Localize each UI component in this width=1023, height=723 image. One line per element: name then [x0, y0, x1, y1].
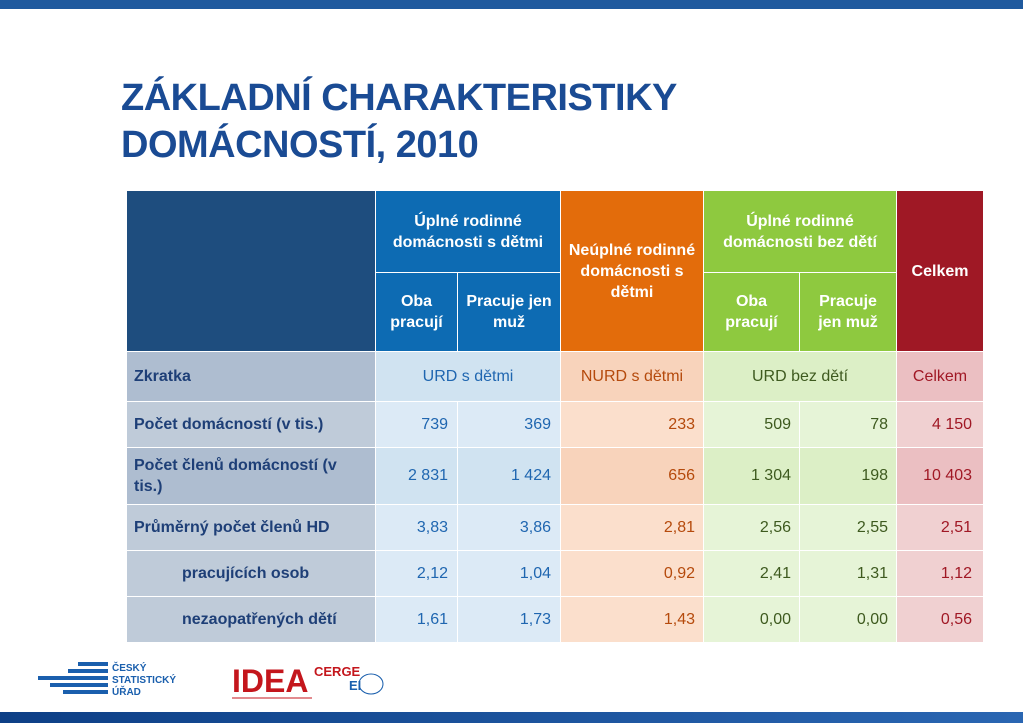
- cell-value: 0,56: [897, 597, 984, 643]
- cell-value: 2,81: [561, 505, 704, 551]
- cell-value: 3,83: [376, 505, 458, 551]
- header-both-work-2: Oba pracují: [704, 273, 800, 352]
- cell-value: 0,92: [561, 551, 704, 597]
- title-line-2: DOMÁCNOSTÍ, 2010: [121, 124, 479, 166]
- cell-value: 1 304: [704, 448, 800, 505]
- czso-text-3: ÚŘAD: [112, 687, 141, 698]
- header-incomplete-with-children: Neúplné rodinné domácnosti s dětmi: [561, 191, 704, 352]
- row-label: pracujících osob: [127, 551, 376, 597]
- page-title: [121, 75, 921, 169]
- top-bar: [0, 0, 1023, 9]
- cell-value: 4 150: [897, 402, 984, 448]
- header-total: Celkem: [897, 191, 984, 352]
- cell-value: 509: [704, 402, 800, 448]
- cell-value: 2,51: [897, 505, 984, 551]
- cell-value: 0,00: [704, 597, 800, 643]
- abbrev-label: Zkratka: [127, 352, 376, 402]
- cell-value: 1,61: [376, 597, 458, 643]
- row-label: nezaopatřených dětí: [127, 597, 376, 643]
- cell-value: 739: [376, 402, 458, 448]
- household-table: [126, 190, 984, 643]
- cell-value: 2,56: [704, 505, 800, 551]
- row-label: Počet členů domácností (v tis.): [127, 448, 376, 505]
- cell-value: 2 831: [376, 448, 458, 505]
- cell-value: 10 403: [897, 448, 984, 505]
- cell-value: 369: [458, 402, 561, 448]
- bottom-bar: [0, 712, 1023, 723]
- cell-value: 2,41: [704, 551, 800, 597]
- cell-value: 2,55: [800, 505, 897, 551]
- idea-text: IDEA: [232, 663, 309, 699]
- cell-value: 1,12: [897, 551, 984, 597]
- header-both-work: Oba pracují: [376, 273, 458, 352]
- title-line-1: ZÁKLADNÍ CHARAKTERISTIKY: [121, 77, 677, 119]
- czso-text-1: ČESKÝ: [112, 663, 147, 674]
- cell-value: 656: [561, 448, 704, 505]
- czso-text-2: STATISTICKÝ: [112, 675, 177, 686]
- abbrev-nurd-children: NURD s dětmi: [561, 352, 704, 402]
- globe-icon: [359, 674, 383, 694]
- header-only-husband-2: Pracuje jen muž: [800, 273, 897, 352]
- cell-value: 0,00: [800, 597, 897, 643]
- cell-value: 1,31: [800, 551, 897, 597]
- cell-value: 2,12: [376, 551, 458, 597]
- header-full-with-children: Úplné rodinné domácnosti s dětmi: [376, 191, 561, 273]
- row-label: Průměrný počet členů HD: [127, 505, 376, 551]
- cell-value: 1,04: [458, 551, 561, 597]
- cell-value: 233: [561, 402, 704, 448]
- abbrev-total: Celkem: [897, 352, 984, 402]
- cell-value: 1 424: [458, 448, 561, 505]
- cell-value: 1,43: [561, 597, 704, 643]
- abbrev-urd-no-children: URD bez dětí: [704, 352, 897, 402]
- ei-text: EI: [349, 678, 362, 693]
- cell-value: 198: [800, 448, 897, 505]
- cell-value: 3,86: [458, 505, 561, 551]
- czso-logo: [38, 660, 198, 702]
- row-label: Počet domácností (v tis.): [127, 402, 376, 448]
- cerge-text: CERGE: [314, 664, 361, 679]
- cell-value: 1,73: [458, 597, 561, 643]
- idea-cerge-logo: [232, 660, 392, 704]
- header-blank: [127, 191, 376, 352]
- cell-value: 78: [800, 402, 897, 448]
- header-full-without-children: Úplné rodinné domácnosti bez dětí: [704, 191, 897, 273]
- abbrev-urd-children: URD s dětmi: [376, 352, 561, 402]
- header-only-husband: Pracuje jen muž: [458, 273, 561, 352]
